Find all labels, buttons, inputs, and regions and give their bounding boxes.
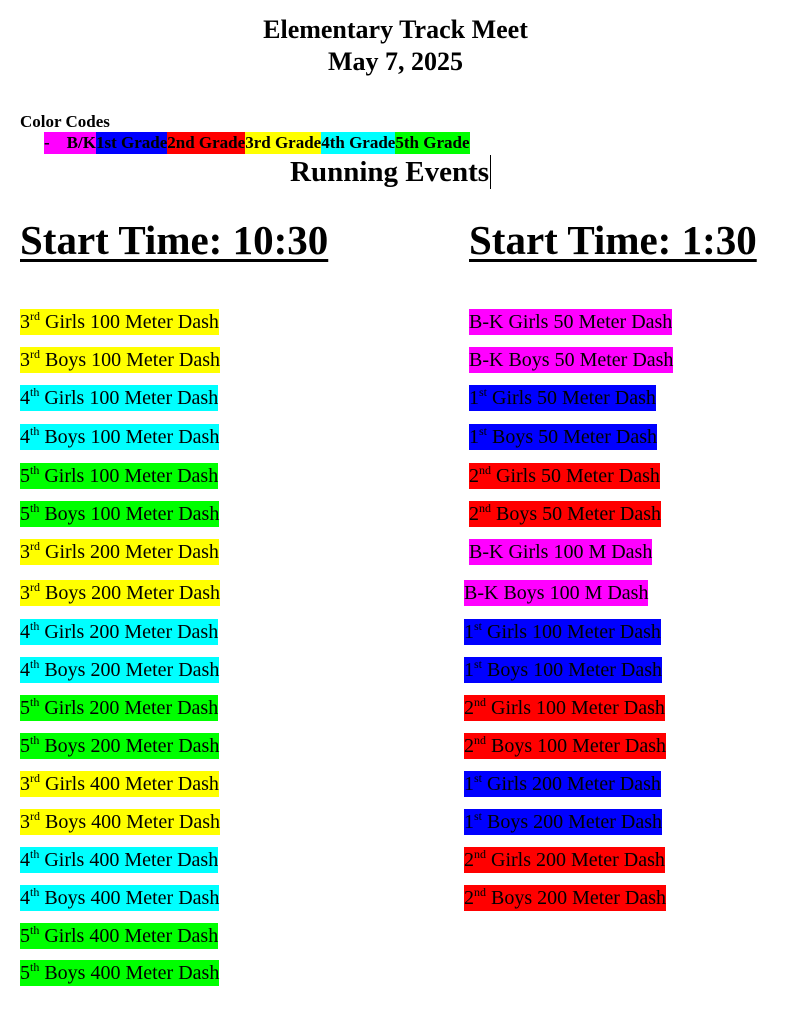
event-item bbox=[464, 580, 648, 606]
event-name: Girls 200 Meter Dash bbox=[486, 849, 665, 871]
event-name: Girls 400 Meter Dash bbox=[39, 925, 219, 947]
event-grade-suffix: nd bbox=[474, 733, 486, 747]
event-item bbox=[464, 847, 665, 873]
page-title: Elementary Track Meet bbox=[263, 15, 528, 44]
event-item bbox=[464, 657, 662, 683]
event-name: Girls 50 Meter Dash bbox=[487, 387, 656, 409]
event-grade-number: 1 bbox=[464, 811, 474, 833]
event-grade-suffix: st bbox=[474, 809, 483, 823]
event-grade-number: 1 bbox=[464, 621, 474, 643]
event-item bbox=[464, 885, 666, 911]
event-grade-number: 3 bbox=[20, 541, 30, 563]
event-name: Boys 200 Meter Dash bbox=[39, 735, 220, 757]
event-item bbox=[20, 539, 219, 565]
event-grade-suffix: th bbox=[30, 385, 40, 399]
event-item bbox=[469, 309, 672, 335]
event-name: Boys 400 Meter Dash bbox=[39, 887, 220, 909]
event-name: Girls 100 Meter Dash bbox=[40, 311, 219, 333]
event-grade-number: 5 bbox=[20, 925, 30, 947]
event-grade-suffix: st bbox=[474, 657, 483, 671]
event-item bbox=[469, 347, 673, 373]
event-name: B-K Girls 100 M Dash bbox=[469, 541, 653, 563]
event-name: Girls 200 Meter Dash bbox=[40, 541, 219, 563]
event-grade-suffix: rd bbox=[30, 347, 40, 361]
event-name: Boys 200 Meter Dash bbox=[482, 811, 662, 833]
start-time-afternoon: Start Time: 1:30 bbox=[469, 217, 757, 263]
event-name: Boys 200 Meter Dash bbox=[40, 582, 220, 604]
event-grade-number: 5 bbox=[20, 735, 30, 757]
event-name: B-K Boys 100 M Dash bbox=[464, 582, 649, 604]
color-code-item: 2nd Grade bbox=[167, 133, 246, 152]
event-grade-suffix: st bbox=[474, 771, 483, 785]
event-name: Boys 100 Meter Dash bbox=[39, 503, 220, 525]
section-title: Running Events bbox=[290, 156, 490, 188]
event-grade-suffix: th bbox=[30, 619, 40, 633]
event-grade-number: 2 bbox=[469, 503, 479, 525]
event-item bbox=[469, 463, 660, 489]
event-grade-suffix: nd bbox=[479, 463, 491, 477]
event-item bbox=[20, 619, 218, 645]
event-grade-suffix: rd bbox=[30, 539, 40, 553]
event-name: Boys 100 Meter Dash bbox=[486, 735, 666, 757]
event-item bbox=[20, 347, 220, 373]
color-code-item: 3rd Grade bbox=[245, 133, 322, 152]
event-item bbox=[464, 695, 665, 721]
event-item bbox=[20, 501, 219, 527]
event-name: Boys 400 Meter Dash bbox=[40, 811, 220, 833]
event-grade-number: 4 bbox=[20, 621, 30, 643]
event-grade-number: 5 bbox=[20, 697, 30, 719]
event-grade-suffix: nd bbox=[479, 501, 491, 515]
event-item bbox=[464, 809, 662, 835]
event-grade-number: 3 bbox=[20, 773, 30, 795]
event-grade-suffix: st bbox=[474, 619, 483, 633]
event-grade-suffix: th bbox=[30, 424, 40, 438]
event-name: Girls 400 Meter Dash bbox=[39, 849, 219, 871]
event-grade-suffix: nd bbox=[474, 695, 486, 709]
event-item bbox=[20, 424, 219, 450]
event-grade-number: 4 bbox=[20, 387, 30, 409]
event-name: Boys 400 Meter Dash bbox=[39, 962, 220, 984]
event-grade-suffix: th bbox=[30, 847, 40, 861]
event-grade-suffix: rd bbox=[30, 771, 40, 785]
event-grade-suffix: st bbox=[479, 424, 488, 438]
event-grade-number: 5 bbox=[20, 465, 30, 487]
event-name: Girls 100 Meter Dash bbox=[39, 465, 219, 487]
color-codes-label: Color Codes bbox=[20, 112, 110, 131]
event-grade-number: 5 bbox=[20, 503, 30, 525]
event-grade-number: 4 bbox=[20, 426, 30, 448]
event-name: Girls 400 Meter Dash bbox=[40, 773, 219, 795]
event-grade-suffix: th bbox=[30, 501, 40, 515]
event-item bbox=[20, 463, 218, 489]
event-grade-number: 4 bbox=[20, 659, 30, 681]
event-grade-number: 1 bbox=[464, 659, 474, 681]
event-item bbox=[20, 385, 218, 411]
event-grade-number: 2 bbox=[469, 465, 479, 487]
event-grade-number: 1 bbox=[469, 387, 479, 409]
color-code-item: - B/K bbox=[44, 133, 96, 152]
event-grade-suffix: th bbox=[30, 733, 40, 747]
event-name: Boys 50 Meter Dash bbox=[487, 426, 657, 448]
event-name: Girls 200 Meter Dash bbox=[39, 697, 219, 719]
event-name: Girls 200 Meter Dash bbox=[39, 621, 219, 643]
event-grade-suffix: rd bbox=[30, 580, 40, 594]
event-name: Boys 100 Meter Dash bbox=[482, 659, 662, 681]
event-item bbox=[20, 657, 219, 683]
event-name: Girls 50 Meter Dash bbox=[491, 465, 660, 487]
event-item bbox=[20, 847, 218, 873]
event-grade-number: 3 bbox=[20, 582, 30, 604]
event-name: Girls 200 Meter Dash bbox=[482, 773, 661, 795]
event-grade-suffix: nd bbox=[474, 885, 486, 899]
event-grade-number: 4 bbox=[20, 849, 30, 871]
event-item bbox=[20, 309, 219, 335]
event-item bbox=[20, 885, 219, 911]
event-name: Boys 50 Meter Dash bbox=[491, 503, 661, 525]
event-grade-number: 2 bbox=[464, 697, 474, 719]
event-item bbox=[469, 539, 652, 565]
color-code-item: 1st Grade bbox=[95, 133, 168, 152]
event-grade-number: 3 bbox=[20, 811, 30, 833]
event-grade-suffix: rd bbox=[30, 809, 40, 823]
event-grade-number: 1 bbox=[464, 773, 474, 795]
event-grade-suffix: th bbox=[30, 960, 40, 974]
event-name: Boys 200 Meter Dash bbox=[39, 659, 220, 681]
event-grade-suffix: th bbox=[30, 695, 40, 709]
event-name: Girls 100 Meter Dash bbox=[486, 697, 665, 719]
event-date: May 7, 2025 bbox=[327, 47, 464, 76]
color-code-item: 5th Grade bbox=[395, 133, 470, 152]
event-item bbox=[20, 923, 218, 949]
event-grade-suffix: rd bbox=[30, 309, 40, 323]
color-codes-legend bbox=[44, 132, 470, 154]
event-name: Girls 100 Meter Dash bbox=[39, 387, 219, 409]
event-item bbox=[20, 809, 220, 835]
event-grade-suffix: th bbox=[30, 463, 40, 477]
event-item bbox=[20, 960, 219, 986]
event-item bbox=[464, 771, 661, 797]
event-name: B-K Boys 50 Meter Dash bbox=[469, 349, 674, 371]
event-name: Girls 100 Meter Dash bbox=[482, 621, 661, 643]
event-item bbox=[469, 501, 661, 527]
event-grade-suffix: th bbox=[30, 923, 40, 937]
event-grade-number: 2 bbox=[464, 887, 474, 909]
event-grade-number: 2 bbox=[464, 735, 474, 757]
event-name: B-K Girls 50 Meter Dash bbox=[469, 311, 673, 333]
event-grade-suffix: st bbox=[479, 385, 488, 399]
event-item bbox=[20, 580, 220, 606]
event-grade-number: 2 bbox=[464, 849, 474, 871]
event-grade-suffix: th bbox=[30, 885, 40, 899]
event-item bbox=[20, 695, 218, 721]
event-grade-number: 3 bbox=[20, 311, 30, 333]
event-name: Boys 100 Meter Dash bbox=[40, 349, 220, 371]
event-name: Boys 200 Meter Dash bbox=[486, 887, 666, 909]
event-item bbox=[464, 733, 666, 759]
event-grade-suffix: th bbox=[30, 657, 40, 671]
event-grade-number: 4 bbox=[20, 887, 30, 909]
event-grade-number: 5 bbox=[20, 962, 30, 984]
start-time-morning: Start Time: 10:30 bbox=[20, 217, 329, 263]
event-name: Boys 100 Meter Dash bbox=[39, 426, 220, 448]
event-item bbox=[469, 385, 656, 411]
event-item bbox=[469, 424, 657, 450]
event-item bbox=[20, 733, 219, 759]
event-item bbox=[464, 619, 661, 645]
color-code-item: 4th Grade bbox=[321, 133, 396, 152]
event-grade-number: 3 bbox=[20, 349, 30, 371]
event-grade-number: 1 bbox=[469, 426, 479, 448]
event-grade-suffix: nd bbox=[474, 847, 486, 861]
event-item bbox=[20, 771, 219, 797]
